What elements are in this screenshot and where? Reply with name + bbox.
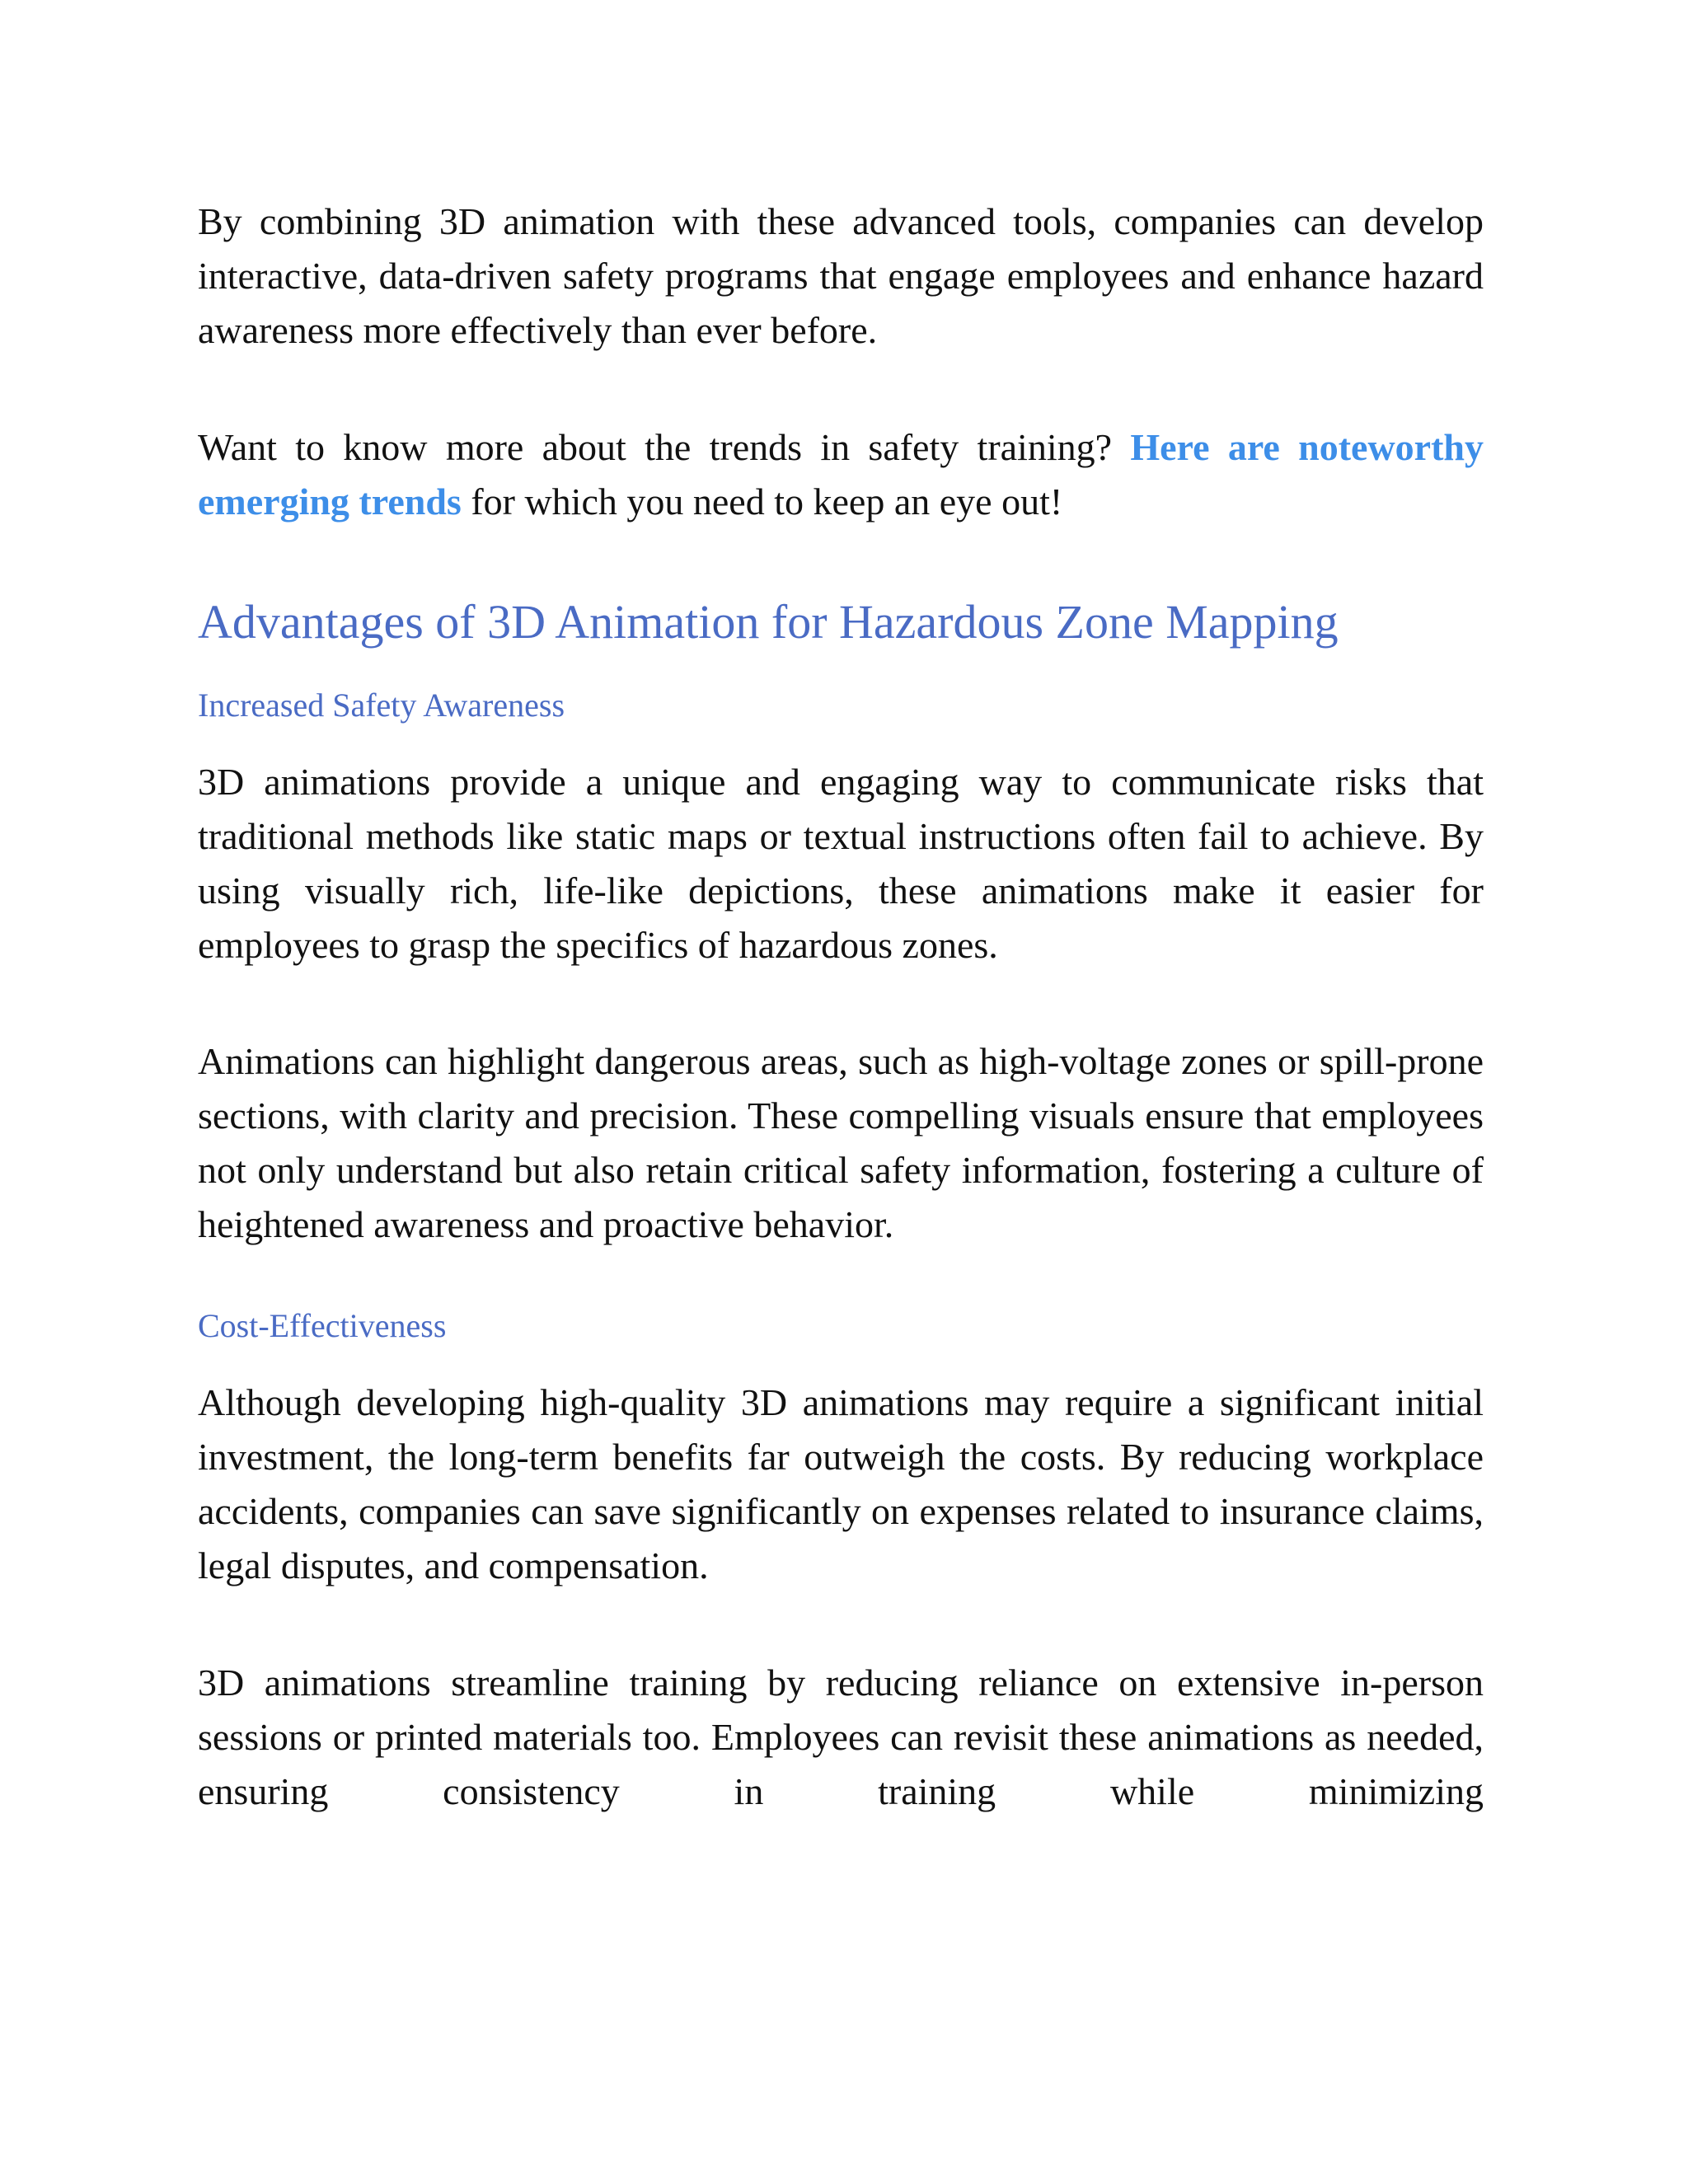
subsection-heading-safety-awareness: Increased Safety Awareness: [198, 687, 565, 724]
cost-effectiveness-paragraph-2: 3D animations streamline training by reducing reliance on extensive in-person sessions or printed materials too. Employees can revisit these animations as needed, ensuring consistency in training while minimizing: [198, 1661, 1484, 1812]
intro-paragraph: By combining 3D animation with these advanced tools, companies can develop interactive, data-driven safety programs that engage employees and enhance hazard awareness more effectively than ever before.: [198, 200, 1484, 351]
document-page: [198, 194, 1484, 1819]
trends-paragraph: [198, 420, 1484, 529]
emerging-trends-link[interactable]: Here are noteworthy emerging trends: [198, 426, 1484, 523]
trends-text-after: for which you need to keep an eye out!: [461, 480, 1063, 523]
trends-text-before: Want to know more about the trends in safety training?: [198, 426, 1131, 468]
safety-awareness-paragraph-1: 3D animations provide a unique and engaging way to communicate risks that traditional methods like static maps or textual instructions often fail to achieve. By using visually rich, life-like depictions, these animations make it easier for employees to grasp the specifics of hazardous zones.: [198, 761, 1484, 966]
subsection-heading-cost-effectiveness: Cost-Effectiveness: [198, 1307, 447, 1344]
cost-effectiveness-paragraph-1: Although developing high-quality 3D animations may require a significant initial investment, the long-term benefits far outweigh the costs. By reducing workplace accidents, companies can save significantly on expenses related to insurance claims, legal disputes, and compensation.: [198, 1381, 1484, 1586]
section-title: Advantages of 3D Animation for Hazardous Zone Mapping: [198, 595, 1339, 649]
safety-awareness-paragraph-2: Animations can highlight dangerous areas, such as high-voltage zones or spill-prone sections, with clarity and precision. These compelling visuals ensure that employees not only understand but also retain critical safety information, fostering a culture of heightened awareness and proactive behavior.: [198, 1040, 1484, 1245]
